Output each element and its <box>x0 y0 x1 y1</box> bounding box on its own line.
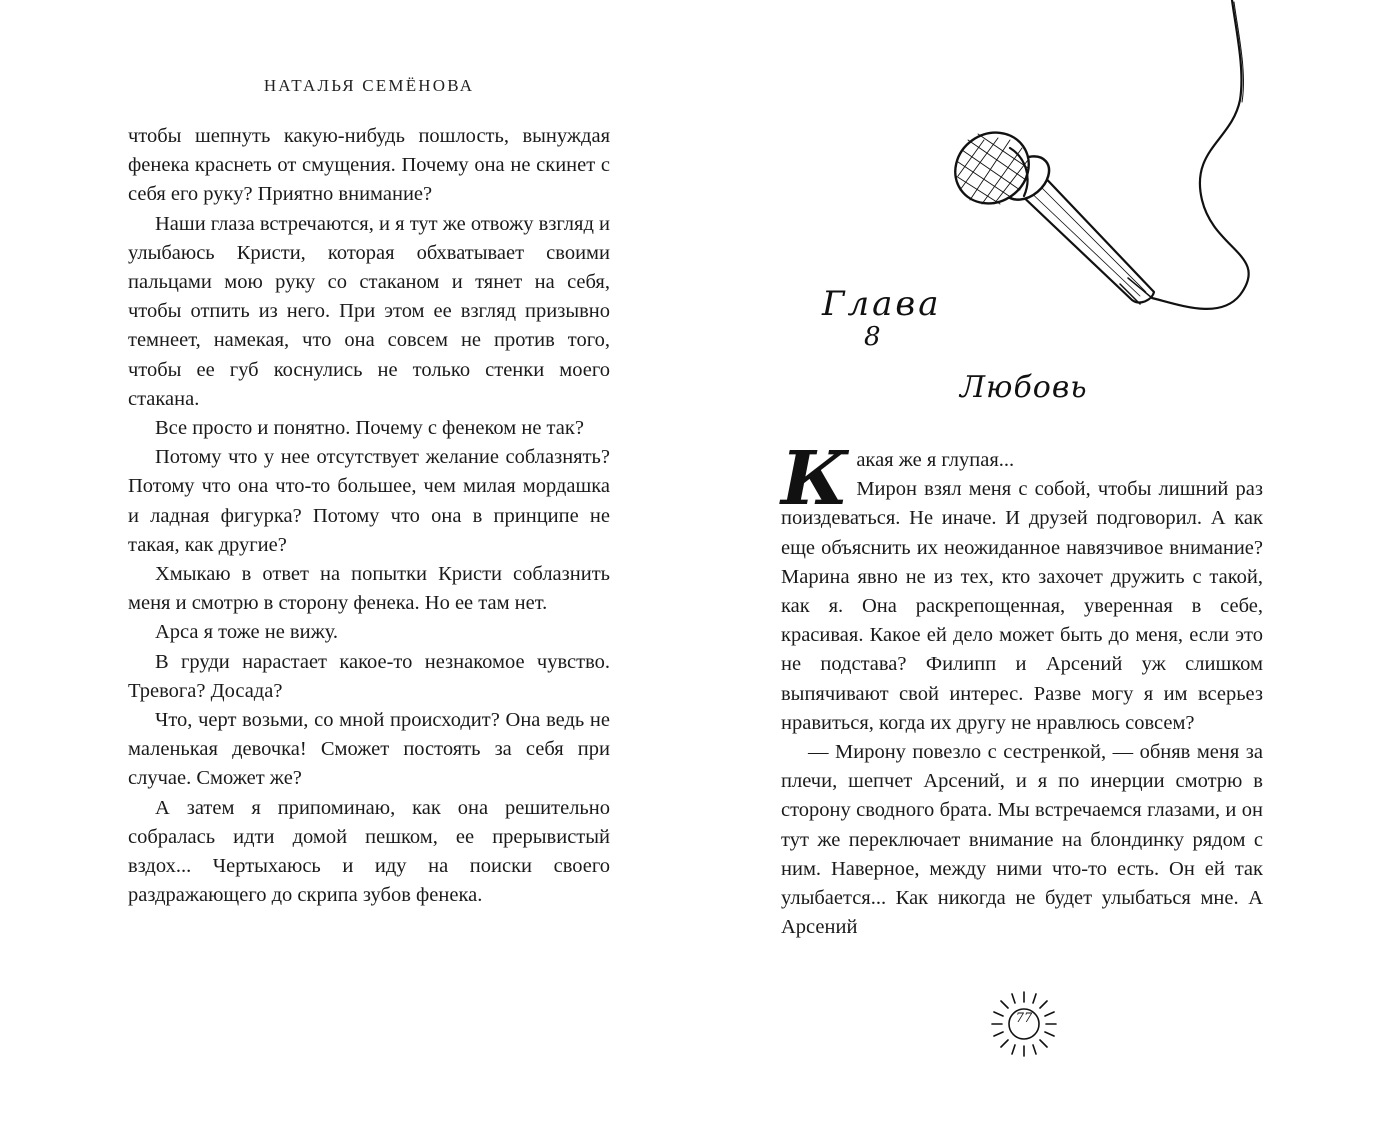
chapter-title: Любовь <box>960 370 1088 405</box>
paragraph: — Мирону повезло с сестренкой, — обняв меня за плечи, шепчет Арсений, и я по инерции смотрю в сторону сводного брата. Мы встречаемся глазами, и он тут же переключает внимание на блондинку рядом с ним. Наверное, между ними что-то есть. Он ей так улыбается... Как никогда не будет улыбаться мне. А Арсений <box>781 741 1263 939</box>
paragraph: Потому что у нее отсутствует желание соблазнять? Потому что она что-то большее, чем милая мордашка и ладная фигурка? Потому что она в принципе не такая, как другие? <box>128 446 610 556</box>
paragraph: Все просто и понятно. Почему с фенеком не так? <box>155 417 584 440</box>
paragraph: Арса я тоже не вижу. <box>155 621 339 644</box>
paragraph: А затем я припоминаю, как она решительно собралась идти домой пешком, ее прерывистый вздох... Чертыхаюсь и иду на поиски своего раздражающего до скрипа зубов фенека. <box>128 796 610 907</box>
right-page-text <box>781 436 1263 942</box>
drop-cap: К <box>781 436 849 522</box>
opening-text: акая же я глупая... <box>856 449 1015 471</box>
chapter-number: 8 <box>864 322 881 352</box>
running-head: НАТАЛЬЯ СЕМЁНОВА <box>263 76 475 95</box>
paragraph: Хмыкаю в ответ на попытки Кристи соблазнить меня и смотрю в сторону фенека. Но ее там нет. <box>128 563 610 615</box>
paragraph: чтобы шепнуть какую-нибудь пошлость, вынуждая фенека краснеть от смущения. Почему она не скинет с себя его руку? Приятно внимание? <box>128 125 610 206</box>
opening-paragraph <box>781 436 1263 522</box>
chapter-label: Глава <box>822 284 942 324</box>
paragraph: Наши глаза встречаются, и я тут же отвожу взгляд и улыбаюсь Кристи, которая обхватывает своими пальцами мою руку со стаканом и тянет на себя, чтобы отпить из него. При этом ее взгляд призывно темнеет, намекая, что она совсем не против того, чтобы ее губ коснулись не только стенки моего стакана. <box>128 212 610 410</box>
microphone-icon <box>940 0 1280 330</box>
paragraph: В груди нарастает какое-то незнакомое чувство. Тревога? Досада? <box>128 650 610 702</box>
paragraph: Что, черт возьми, со мной происходит? Она ведь не маленькая девочка! Сможет постоять за себя при случае. Сможет же? <box>128 709 610 790</box>
page-number: 77 <box>1015 1011 1033 1026</box>
left-page-text <box>128 122 610 910</box>
paragraph: Мирон взял меня с собой, чтобы лишний раз поиздеваться. Не иначе. И друзей подговорил. А как еще объяснить их неожиданное навязчивое внимание? Марина явно не из тех, кто захочет дружить с такой, как я. Она раскрепощенная, уверенная в себе, красивая. Какое ей дело может быть до меня, если это не подстава? Филипп и Арсений уж слишком выпячивают свой интерес. Разве могу я им всерьез нравиться, когда их другу не нравлюсь совсем? <box>781 478 1263 734</box>
